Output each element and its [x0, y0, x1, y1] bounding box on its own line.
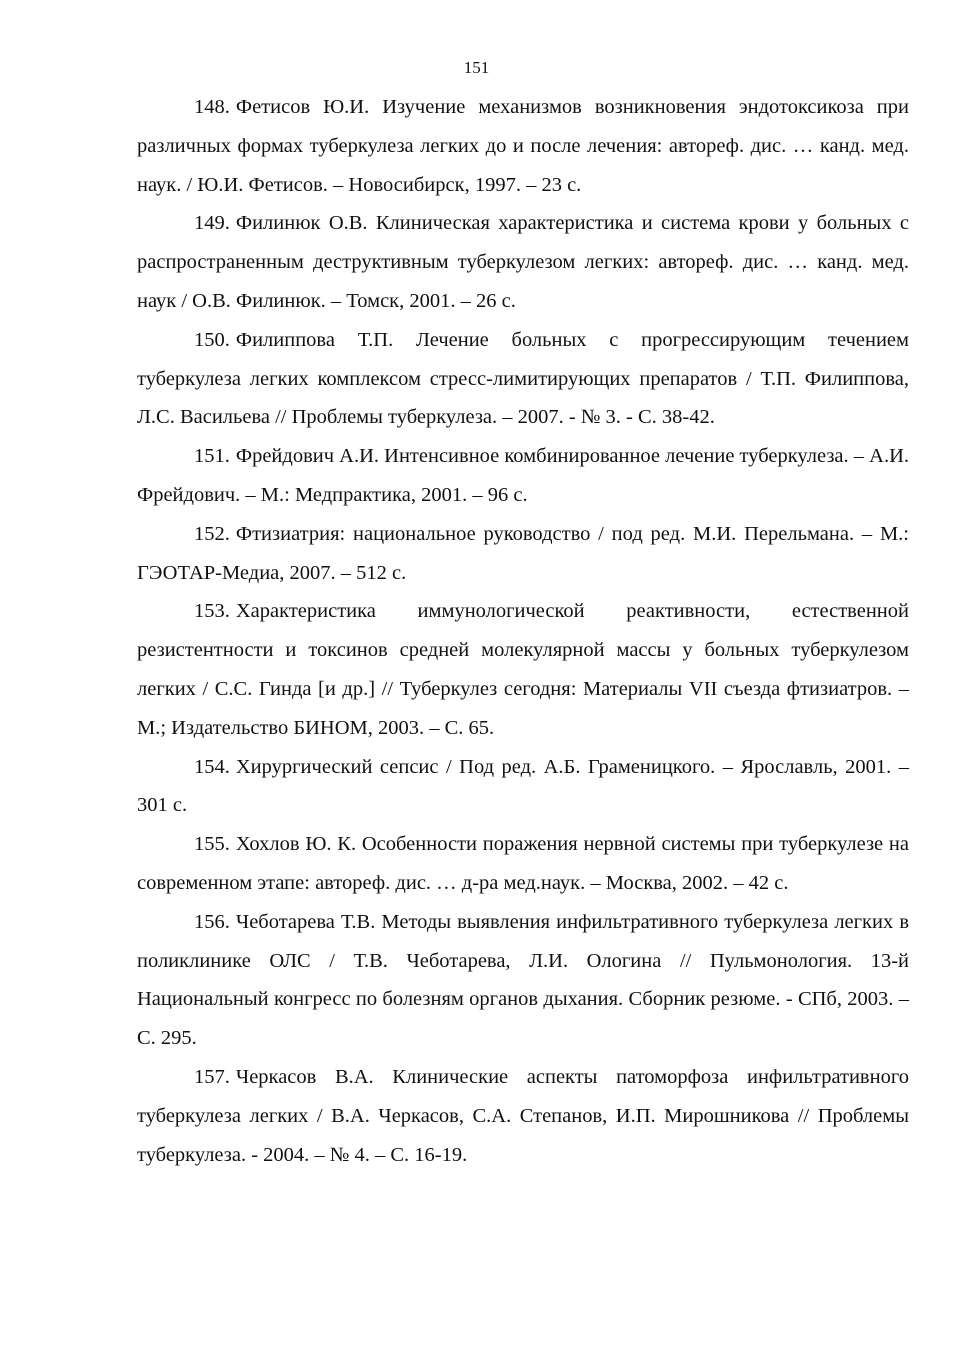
reference-number: 157. [194, 1065, 230, 1088]
reference-item-157 [137, 1058, 909, 1174]
reference-item-148 [137, 88, 909, 204]
reference-text: Филиппова Т.П. Лечение больных с прогрессирующим течением туберкулеза легких комплексом стресс-лимитирующих препаратов / Т.П. Филиппова, Л.С. Васильева // Проблемы туберкулеза. – 2007. - № 3. - С. 38-42. [137, 328, 909, 429]
reference-text: Филинюк О.В. Клиническая характеристика и система крови у больных с распространенным деструктивным туберкулезом легких: автореф. дис. … канд. мед. наук / О.В. Филинюк. – Томск, 2001. – 26 с. [137, 212, 909, 312]
reference-number: 155. [194, 833, 230, 856]
reference-number: 149. [194, 212, 230, 235]
reference-text: Чеботарева Т.В. Методы выявления инфильтративного туберкулеза легких в поликлинике ОЛС / Т.В. Чеботарева, Л.И. Ологина // Пульмонология. 13-й Национальный конгресс по болезням органов дыхания. Сборник резюме. - СПб, 2003. – С. 295. [137, 910, 909, 1050]
reference-number: 156. [194, 910, 230, 933]
reference-text: Хирургический сепсис / Под ред. А.Б. Граменицкого. – Ярославль, 2001. – 301 с. [137, 755, 909, 817]
reference-number: 152. [194, 522, 230, 545]
reference-text: Хохлов Ю. К. Особенности поражения нервной системы при туберкулезе на современном этапе: автореф. дис. … д-ра мед.наук. – Москва, 2002. – 42 с. [137, 833, 909, 894]
reference-number: 150. [194, 328, 230, 351]
reference-text: Фетисов Ю.И. Изучение механизмов возникновения эндотоксикоза при различных формах туберкулеза легких до и после лечения: автореф. дис. … канд. мед. наук. / Ю.И. Фетисов. – Новосибирск, 1997. – 23 с. [137, 96, 909, 196]
reference-item-150 [137, 321, 909, 437]
reference-number: 148. [194, 96, 230, 118]
reference-item-156 [137, 903, 909, 1058]
reference-text: Фтизиатрия: национальное руководство / под ред. М.И. Перельмана. – М.: ГЭОТАР-Медиа, 2007. – 512 с. [137, 522, 909, 584]
reference-item-155 [137, 825, 909, 903]
reference-number: 154. [194, 755, 230, 778]
reference-item-153 [137, 592, 909, 747]
reference-text: Фрейдович А.И. Интенсивное комбинированное лечение туберкулеза. – А.И. Фрейдович. – М.: Медпрактика, 2001. – 96 с. [137, 445, 910, 506]
reference-item-154 [137, 748, 909, 826]
reference-text: Черкасов В.А. Клинические аспекты патоморфоза инфильтративного туберкулеза легких / В.А. Черкасов, С.А. Степанов, И.П. Мирошникова // Проблемы туберкулеза. - 2004. – № 4. – С. 16-19. [137, 1065, 909, 1166]
reference-text: Характеристика иммунологической реактивности, естественной резистентности и токсинов средней молекулярной массы у больных туберкулезом легких / С.С. Гинда [и др.] // Туберкулез сегодня: Материалы VII съезда фтизиатров. – М.; Издательство БИНОМ, 2003. – С. 65. [137, 600, 909, 739]
reference-number: 153. [194, 600, 230, 623]
reference-item-149 [137, 204, 909, 320]
page-number: 151 [463, 58, 490, 77]
reference-number: 151. [194, 445, 230, 468]
reference-list [137, 88, 909, 1174]
reference-item-152 [137, 515, 909, 593]
reference-item-151 [137, 437, 909, 515]
